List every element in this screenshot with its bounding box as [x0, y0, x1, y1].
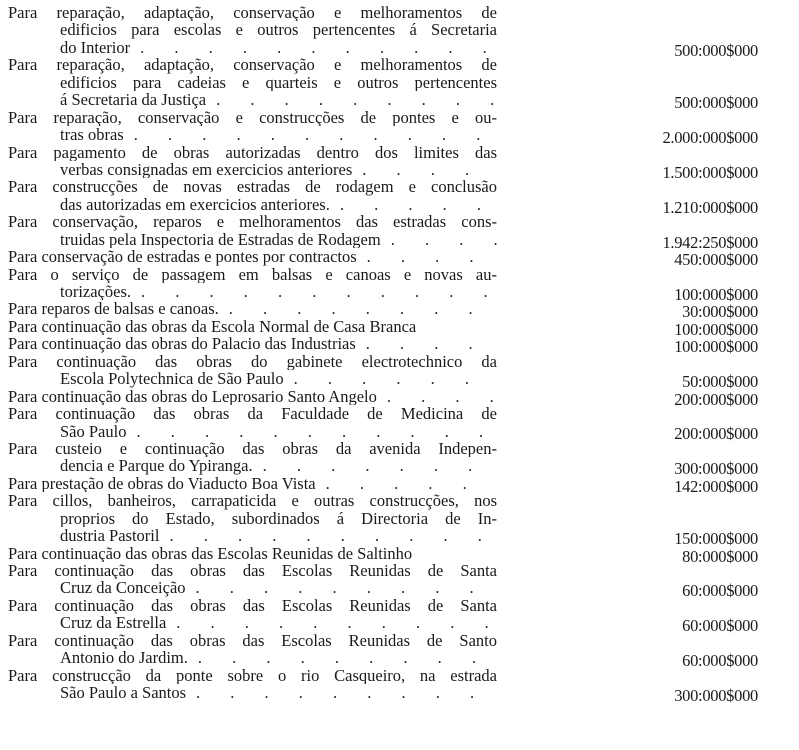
appropriation-entry [8, 213, 768, 252]
entry-text-line [8, 649, 497, 666]
dot-leader [166, 614, 497, 631]
entry-text: torizações. [60, 283, 132, 301]
appropriation-entry [8, 405, 768, 444]
appropriation-entry [8, 631, 768, 671]
entry-text: tras obras [60, 126, 124, 144]
appropriation-entry [8, 4, 768, 60]
entry-text-line [8, 562, 497, 579]
appropriation-entry [8, 474, 768, 496]
appropriation-entry [8, 562, 768, 601]
dot-leader [253, 457, 497, 474]
entry-text-line [8, 126, 497, 143]
entry-text: proprios do Estado, subordinados á Directoria de In- [60, 509, 497, 528]
entry-text: São Paulo [60, 422, 127, 440]
dot-leader [316, 475, 497, 492]
entry-text: Para conservação, reparos e melhoramentos das estradas cons- [8, 213, 497, 231]
budget-appropriations-list [8, 4, 768, 706]
entry-text: Para continuação das obras do Leprosario Santo Angelo [8, 387, 377, 406]
appropriation-entry [8, 596, 768, 636]
appropriation-entry [8, 666, 768, 706]
entry-text-line [8, 492, 497, 509]
entry-amount: 80:000$000 [682, 546, 758, 566]
entry-text: Para construcção da ponte sobre o rio Casqueiro, na estrada [8, 666, 497, 685]
entry-text-line [8, 353, 497, 370]
entry-amount: 1.942:250$000 [662, 232, 758, 252]
entry-text: Para continuação das obras das Escolas Reunidas de Santa [8, 562, 497, 580]
entry-amount: 100:000$000 [674, 319, 758, 339]
entry-text-line [8, 161, 497, 178]
entry-text: dencia e Parque do Ypiranga. [60, 457, 253, 475]
entry-text-line [8, 56, 497, 73]
appropriation-entry [8, 335, 768, 357]
entry-text-line [8, 213, 497, 230]
entry-text-line [8, 388, 497, 405]
entry-text-line [8, 475, 497, 492]
entry-text: Para pagamento de obras autorizadas dentro dos limites das [8, 143, 497, 161]
dot-leader [356, 335, 497, 352]
entry-text-line [8, 545, 497, 562]
dot-leader [284, 370, 497, 387]
entry-text: Para continuação das obras das Escolas Reunidas de Saltinho [8, 544, 413, 562]
entry-text-line [8, 196, 497, 213]
entry-text-line [8, 4, 497, 21]
entry-amount: 300:000$000 [674, 459, 758, 479]
entry-text: Para continuação das obras do gabinete electrotechnico da [8, 352, 497, 371]
entry-amount: 60:000$000 [682, 581, 758, 601]
entry-text-line [8, 440, 497, 457]
entry-text-line [8, 178, 497, 195]
entry-text: Para o serviço de passagem em balsas e canoas e novas au- [8, 265, 497, 283]
entry-amount: 150:000$000 [674, 529, 758, 549]
entry-amount: 200:000$000 [674, 389, 758, 409]
dot-leader [124, 126, 497, 143]
appropriation-entry [8, 178, 768, 217]
entry-text-line [8, 91, 497, 108]
entry-amount: 1.500:000$000 [662, 162, 758, 182]
entry-text: á Secretaria da Justiça [60, 91, 207, 109]
entry-text-line [8, 266, 497, 283]
dot-leader [330, 196, 497, 213]
entry-text: Antonio do Jardim. [60, 649, 188, 667]
entry-amount: 60:000$000 [682, 651, 758, 671]
entry-amount: 100:000$000 [674, 337, 758, 357]
entry-text-line [8, 248, 497, 265]
entry-text-line [8, 614, 497, 631]
appropriation-entry [8, 352, 768, 392]
entry-amount: 450:000$000 [674, 250, 758, 270]
entry-text: Para continuação das obras das Escolas Reunidas de Santo [8, 631, 497, 650]
dot-leader [219, 300, 497, 317]
entry-text-line [8, 684, 497, 701]
entry-text: do Interior [60, 38, 131, 57]
entry-text-line [8, 527, 497, 544]
entry-amount: 1.210:000$000 [662, 197, 758, 217]
dot-leader [186, 579, 497, 596]
appropriation-entry [8, 492, 768, 549]
appropriation-entry [8, 387, 768, 409]
dot-leader [377, 388, 497, 405]
entry-text: Para continuação das obras da Escola Normal de Casa Branca [8, 317, 417, 336]
entry-text-line [8, 667, 497, 684]
entry-amount: 50:000$000 [682, 372, 758, 392]
dot-leader [381, 231, 497, 248]
entry-text: das autorizadas em exercicios anteriores. [60, 195, 330, 214]
entry-text: Para cillos, banheiros, carrapaticida e outras construcções, nos [8, 492, 497, 510]
entry-amount: 100:000$000 [674, 284, 758, 304]
entry-amount: 30:000$000 [682, 302, 758, 322]
appropriation-entry [8, 248, 768, 270]
appropriation-entry [8, 108, 768, 148]
dot-leader [206, 91, 497, 108]
entry-amount: 142:000$000 [674, 476, 758, 496]
entry-text: Para reparação, adaptação, conservação e melhoramentos de [8, 56, 497, 74]
entry-text: edificios para cadeias e quarteis e outros pertencentes [60, 73, 497, 92]
entry-text: Escola Polytechnica de São Paulo [60, 370, 284, 388]
appropriation-entry [8, 56, 768, 113]
entry-text: Para continuação das obras das Escolas Reunidas de Santa [8, 596, 497, 615]
dot-leader [159, 527, 497, 544]
dot-leader [131, 283, 497, 300]
entry-text: Para custeio e continuação das obras da avenida Indepen- [8, 439, 497, 458]
entry-text: Para continuação das obras da Faculdade de Medicina de [8, 405, 497, 423]
entry-text-line [8, 109, 497, 126]
entry-text-line [8, 21, 497, 38]
entry-text: Para prestação de obras do Viaducto Boa Vista [8, 474, 316, 493]
entry-text-line [8, 283, 497, 300]
entry-text: Para reparação, adaptação, conservação e melhoramentos de [8, 4, 497, 22]
entry-text: verbas consignadas em exercicios anteriores [60, 160, 353, 179]
entry-text: Para reparação, conservação e construcções de pontes e ou- [8, 108, 497, 127]
entry-text-line [8, 231, 497, 248]
dot-leader [126, 423, 497, 440]
entry-text-line [8, 370, 497, 387]
entry-text: truidas pela Inspectoria de Estradas de Rodagem [60, 230, 381, 249]
entry-text: Para reparos de balsas e canoas. [8, 300, 219, 318]
entry-text-line [8, 405, 497, 422]
dot-leader [130, 39, 497, 56]
dot-leader [186, 684, 497, 701]
entry-amount: 500:000$000 [674, 40, 758, 60]
appropriation-entry [8, 265, 768, 304]
entry-text-line [8, 74, 497, 91]
appropriation-entry [8, 300, 768, 322]
entry-text-line [8, 144, 497, 161]
entry-text: Para continuação das obras do Palacio das Industrias [8, 335, 356, 353]
entry-amount: 60:000$000 [682, 616, 758, 636]
dot-leader [357, 248, 497, 265]
entry-text-line [8, 39, 497, 56]
entry-text-line [8, 632, 497, 649]
entry-text-line [8, 597, 497, 614]
appropriation-entry [8, 143, 768, 182]
appropriation-entry [8, 317, 768, 339]
entry-text-line [8, 579, 497, 596]
entry-amount: 200:000$000 [674, 424, 758, 444]
entry-text-line [8, 423, 497, 440]
entry-text: Cruz da Estrella [60, 614, 167, 632]
appropriation-entry [8, 544, 768, 566]
entry-amount: 500:000$000 [674, 93, 758, 113]
entry-amount: 2.000:000$000 [662, 128, 758, 148]
appropriation-entry [8, 439, 768, 479]
entry-text-line [8, 318, 497, 335]
entry-text: Cruz da Conceição [60, 579, 186, 597]
entry-text-line [8, 300, 497, 317]
entry-text: Para construcções de novas estradas de rodagem e conclusão [8, 178, 497, 196]
entry-amount: 300:000$000 [674, 686, 758, 706]
entry-text-line [8, 510, 497, 527]
dot-leader [188, 649, 497, 666]
entry-text: dustria Pastoril [60, 527, 160, 545]
entry-text-line [8, 457, 497, 474]
entry-text: São Paulo a Santos [60, 684, 187, 702]
entry-text: edificios para escolas e outros pertencentes á Secretaria [60, 21, 497, 39]
entry-text-line [8, 335, 497, 352]
dot-leader [352, 161, 497, 178]
entry-text: Para conservação de estradas e pontes por contractos [8, 248, 357, 266]
